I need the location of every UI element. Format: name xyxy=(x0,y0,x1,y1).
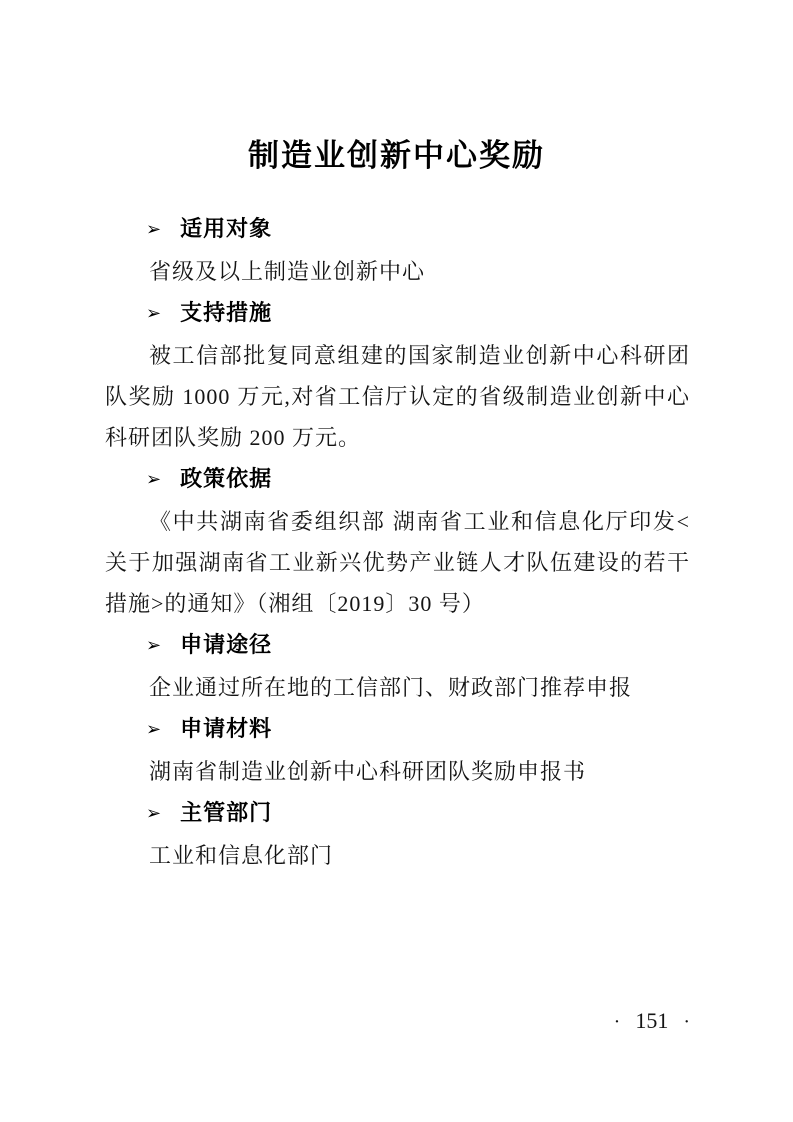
section-heading-label: 支持措施 xyxy=(180,300,273,325)
section-application-materials xyxy=(105,708,690,792)
section-body-text: 《中共湖南省委组织部 湖南省工业和信息化厅印发<关于加强湖南省工业新兴优势产业链人才队伍建设的若干措施>的通知》（湘组〔2019〕30 号） xyxy=(105,509,690,616)
section-heading xyxy=(105,208,690,251)
section-heading xyxy=(105,458,690,501)
arrowhead-bullet-icon: ➢ xyxy=(146,635,163,656)
section-body-text: 工业和信息化部门 xyxy=(149,843,334,868)
page-number-right-dot: · xyxy=(683,1011,690,1033)
section-competent-department xyxy=(105,792,690,876)
section-heading-label: 政策依据 xyxy=(180,466,273,491)
arrowhead-bullet-icon: ➢ xyxy=(146,469,163,490)
arrowhead-bullet-icon: ➢ xyxy=(146,219,163,240)
section-heading-label: 申请途径 xyxy=(180,632,273,657)
section-support-measures xyxy=(105,292,690,458)
section-policy-basis xyxy=(105,458,690,624)
arrowhead-bullet-icon: ➢ xyxy=(146,303,163,324)
section-body-text: 省级及以上制造业创新中心 xyxy=(149,259,426,284)
document-body xyxy=(105,208,690,876)
page-number-value: 151 xyxy=(635,1008,669,1033)
section-applicable-objects xyxy=(105,208,690,292)
section-body-text: 被工信部批复同意组建的国家制造业创新中心科研团队奖励 1000 万元,对省工信厅认定的省级制造业创新中心科研团队奖励 200 万元。 xyxy=(105,343,690,450)
page-title: 制造业创新中心奖励 xyxy=(248,138,545,173)
section-body-text: 企业通过所在地的工信部门、财政部门推荐申报 xyxy=(149,675,633,700)
section-heading xyxy=(105,792,690,835)
page-number xyxy=(614,1008,690,1034)
section-heading xyxy=(105,624,690,667)
section-heading xyxy=(105,292,690,335)
arrowhead-bullet-icon: ➢ xyxy=(146,803,163,824)
section-heading-label: 适用对象 xyxy=(180,216,273,241)
page-number-left-dot: · xyxy=(613,1011,621,1033)
arrowhead-bullet-icon: ➢ xyxy=(146,719,163,740)
section-heading-label: 申请材料 xyxy=(180,716,273,741)
section-application-route xyxy=(105,624,690,708)
section-heading xyxy=(105,708,690,751)
section-body-text: 湖南省制造业创新中心科研团队奖励申报书 xyxy=(149,759,587,784)
section-heading-label: 主管部门 xyxy=(180,800,273,825)
